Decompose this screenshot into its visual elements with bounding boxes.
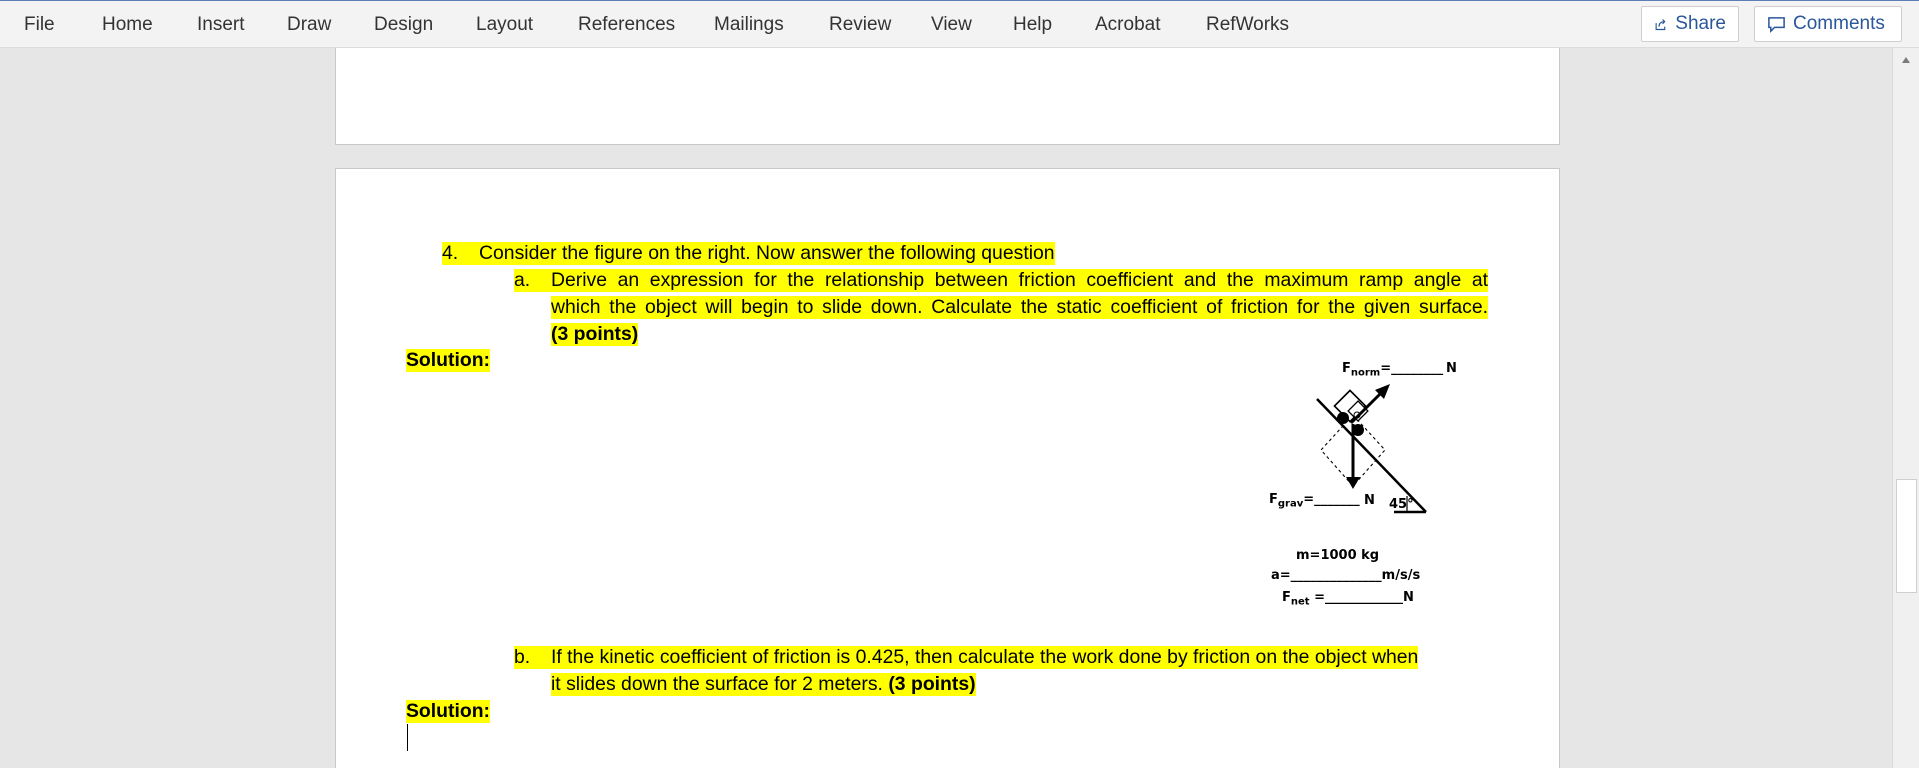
tab-design[interactable]: Design [374,14,434,35]
tab-review[interactable]: Review [829,14,892,35]
ramp-figure [1259,350,1489,620]
tab-acrobat[interactable]: Acrobat [1095,14,1161,35]
question-a-line-1: Derive an expression for the relationship between friction coefficient and the maximum ramp angle at [551,269,1488,291]
tab-home[interactable]: Home [102,14,153,35]
question-a-line-2: which the object will begin to slide down. Calculate the static coefficient of friction for the given surface. [551,296,1488,318]
fnet-blank: =____________ [1309,590,1403,605]
fnorm-subscript: norm [1350,367,1381,379]
mass-label: m=1000 kg [1296,548,1380,563]
ribbon-menu-bar [0,0,1919,48]
tab-draw[interactable]: Draw [287,14,332,35]
fnorm-symbol: F [1342,361,1351,376]
angle-label: 45° [1389,497,1414,512]
tab-layout[interactable]: Layout [476,14,534,35]
fgrav-label [1269,492,1360,510]
fnet-label [1282,590,1414,608]
acceleration-prefix: a= [1271,568,1291,583]
share-label: Share [1675,13,1726,34]
comment-icon [1767,15,1786,34]
acceleration-blank: ______________ [1290,568,1382,583]
tab-refworks[interactable]: RefWorks [1206,14,1290,35]
scroll-up-arrow-icon [1901,56,1911,64]
fnet-unit: N [1403,590,1414,605]
question-4-number: 4. [442,242,480,265]
question-b-line-1: If the kinetic coefficient of friction is 0.425, then calculate the work done by friction on the object when [551,646,1419,668]
fnorm-blank: =________ [1380,361,1444,376]
tab-references[interactable]: References [578,14,676,35]
question-b-line-2-text: it slides down the surface for 2 meters. [551,673,889,695]
fnorm-label [1342,361,1443,379]
comments-button[interactable] [1754,6,1902,42]
solution-label-1: Solution: [406,349,491,371]
fgrav-subscript: grav [1277,498,1304,510]
acceleration-label [1271,568,1420,583]
question-b-line-2 [551,673,976,696]
tab-file[interactable]: File [24,14,55,35]
scroll-up-button[interactable] [1894,48,1918,72]
fgrav-symbol: F [1269,492,1278,507]
question-a-points: (3 points) [551,323,639,345]
tab-view[interactable]: View [931,14,972,35]
fnorm-unit: N [1446,361,1457,376]
tab-mailings[interactable]: Mailings [714,14,784,35]
question-4-text: Consider the figure on the right. Now answer the following question [479,242,1055,264]
fgrav-blank: =_______ [1303,492,1360,507]
fgrav-unit: N [1364,493,1375,508]
acceleration-unit: m/s/s [1381,568,1421,583]
share-button[interactable] [1641,6,1739,42]
scrollbar-thumb[interactable] [1896,479,1917,593]
question-b-letter: b. [514,646,552,669]
share-icon [1654,15,1668,34]
fnet-symbol: F [1282,590,1291,605]
question-b-points: (3 points) [888,673,976,695]
comments-label: Comments [1793,13,1885,34]
text-cursor [407,724,408,751]
solution-label-2: Solution: [406,700,491,722]
tab-help[interactable]: Help [1013,14,1053,35]
fnet-subscript: net [1290,596,1310,608]
tab-insert[interactable]: Insert [197,14,245,35]
question-a-letter: a. [514,269,552,292]
previous-page [335,48,1560,145]
vertical-scrollbar[interactable] [1892,48,1919,768]
